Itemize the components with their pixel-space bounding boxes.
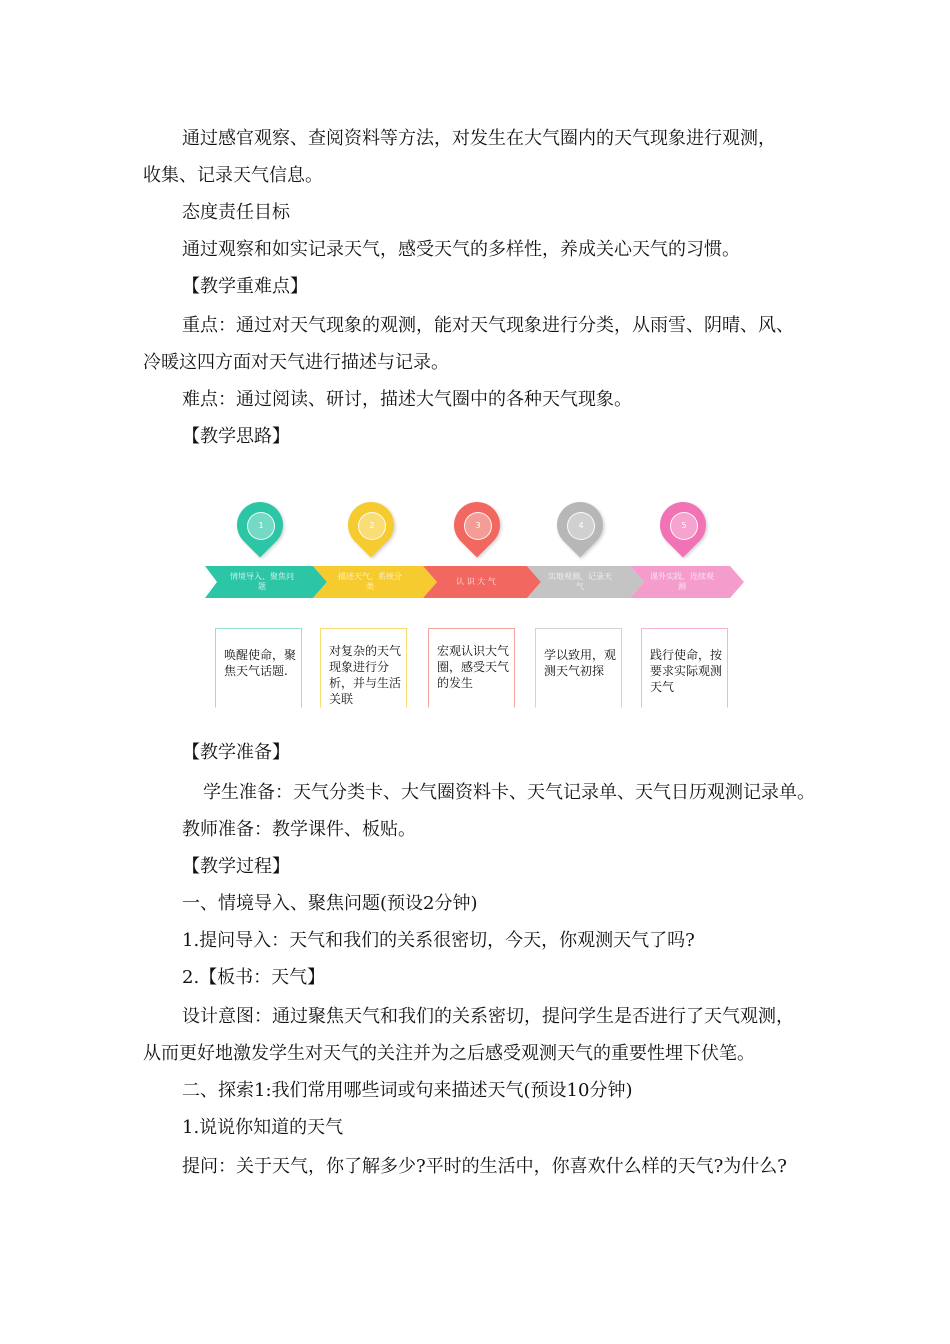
step-4-label: 实地观测、记录天气 (548, 572, 612, 591)
section-heading: 【教学重难点】 (182, 276, 308, 297)
paragraph: 通过观察和如实记录天气，感受天气的多样性，养成关心天气的习惯。 (182, 239, 740, 260)
paragraph: 收集、记录天气信息。 (143, 165, 323, 186)
step-5-pin-icon: 5 (660, 502, 712, 554)
section-heading: 【教学过程】 (182, 856, 290, 877)
step-3-box: 宏观认识大气圈，感受天气的发生 (428, 628, 515, 708)
paragraph-design-intent: 设计意图：通过聚焦天气和我们的关系密切，提问学生是否进行了天气观测，从而更好地激发学生对天气的关注并为之后感受观测天气的重要性埋下伏笔。 (143, 1006, 794, 1064)
paragraph: 1.提问导入：天气和我们的关系很密切，今天，你观测天气了吗? (182, 930, 695, 951)
subheading: 态度责任目标 (182, 202, 290, 223)
step-1-box: 唤醒使命，聚焦天气话题. (215, 628, 302, 708)
paragraph-teacher-prep: 教师准备：教学课件、板贴。 (182, 819, 416, 840)
paragraph: 1.说说你知道的天气 (182, 1117, 344, 1138)
section-heading: 【教学思路】 (182, 426, 290, 447)
step-3-pin-icon: 3 (454, 502, 506, 554)
paragraph-key-points: 重点：通过对天气现象的观测，能对天气现象进行分类，从雨雪、阴晴、风、冷暖这四方面对天气进行描述与记录。 (143, 315, 794, 373)
step-3-label: 认 识 大 气 (456, 577, 496, 586)
step-2-pin-icon: 2 (348, 502, 400, 554)
step-heading: 二、探索1:我们常用哪些词或句来描述天气(预设10分钟) (182, 1080, 633, 1101)
paragraph-student-prep: 学生准备：天气分类卡、大气圈资料卡、天气记录单、天气日历观测记录单。 (203, 782, 815, 803)
step-1-label: 情境导入、聚焦问题 (230, 572, 294, 591)
step-2-box: 对复杂的天气现象进行分析，并与生活关联 (320, 628, 407, 708)
paragraph-question: 提问：关于天气，你了解多少?平时的生活中，你喜欢什么样的天气?为什么? (182, 1156, 787, 1177)
section-heading: 【教学准备】 (182, 742, 290, 763)
step-4-pin-icon: 4 (557, 502, 609, 554)
step-4-box: 学以致用，观测天气初探 (535, 628, 622, 708)
teaching-flow-diagram (205, 492, 745, 712)
paragraph: 通过感官观察、查阅资料等方法，对发生在大气圈内的天气现象进行观测， (182, 128, 776, 149)
step-5-label: 课外实践、连续观测 (650, 572, 714, 591)
step-5-box: 践行使命，按要求实际观测天气 (641, 628, 728, 708)
paragraph: 2.【板书：天气】 (182, 967, 326, 988)
paragraph-difficulty: 难点：通过阅读、研讨，描述大气圈中的各种天气现象。 (182, 389, 632, 410)
step-heading: 一、情境导入、聚焦问题(预设2分钟) (182, 893, 478, 914)
step-1-pin-icon: 1 (237, 502, 289, 554)
step-2-label: 描述天气、系统分类 (338, 572, 402, 591)
